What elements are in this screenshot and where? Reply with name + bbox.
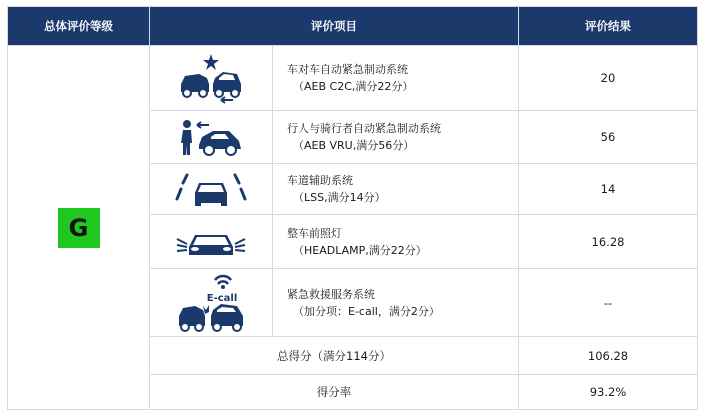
item-subtitle: （加分项：E-call，满分2分）	[293, 304, 440, 318]
car-to-car-collision-icon	[175, 52, 247, 104]
pedestrian-car-icon	[175, 115, 247, 159]
icon-cell	[150, 46, 273, 111]
item-name: 整车前照灯	[287, 226, 342, 240]
icon-cell	[150, 111, 273, 164]
item-name: 紧急救援服务系统	[287, 287, 375, 301]
header-row	[8, 7, 698, 46]
item-name: 车道辅助系统	[287, 174, 353, 187]
item-result: 16.28	[519, 215, 698, 269]
header-item: 评价项目	[150, 7, 519, 46]
item-subtitle: （HEADLAMP,满分22分）	[293, 243, 427, 257]
item-result: 20	[519, 46, 698, 111]
total-score-value: 106.28	[519, 337, 698, 375]
item-cell	[273, 164, 519, 215]
lane-support-icon	[175, 169, 247, 209]
ecall-label: E-call	[206, 292, 238, 304]
icon-cell	[150, 215, 273, 269]
item-name: 车对车自动紧急制动系统	[287, 63, 408, 76]
header-result: 评价结果	[519, 7, 698, 46]
table-row	[8, 46, 698, 111]
score-rate-value: 93.2%	[519, 375, 698, 410]
grade-cell	[8, 46, 150, 410]
icon-cell	[150, 269, 273, 337]
item-name: 行人与骑行者自动紧急制动系统	[287, 122, 441, 135]
item-cell	[273, 269, 519, 337]
ecall-icon	[175, 272, 247, 334]
rating-table	[7, 6, 698, 410]
item-cell	[273, 46, 519, 111]
score-rate-label: 得分率	[150, 375, 519, 410]
grade-badge: G	[58, 208, 100, 248]
headlamp-icon	[175, 225, 247, 259]
item-subtitle: （AEB VRU,满分56分）	[293, 139, 415, 152]
item-result: 56	[519, 111, 698, 164]
total-score-label: 总得分（满分114分）	[150, 337, 519, 375]
item-cell	[273, 111, 519, 164]
item-result: --	[519, 269, 698, 337]
icon-cell	[150, 164, 273, 215]
item-subtitle: （AEB C2C,满分22分）	[293, 80, 414, 93]
item-result: 14	[519, 164, 698, 215]
item-subtitle: （LSS,满分14分）	[293, 191, 386, 204]
item-cell	[273, 215, 519, 269]
header-grade: 总体评价等级	[8, 7, 150, 46]
